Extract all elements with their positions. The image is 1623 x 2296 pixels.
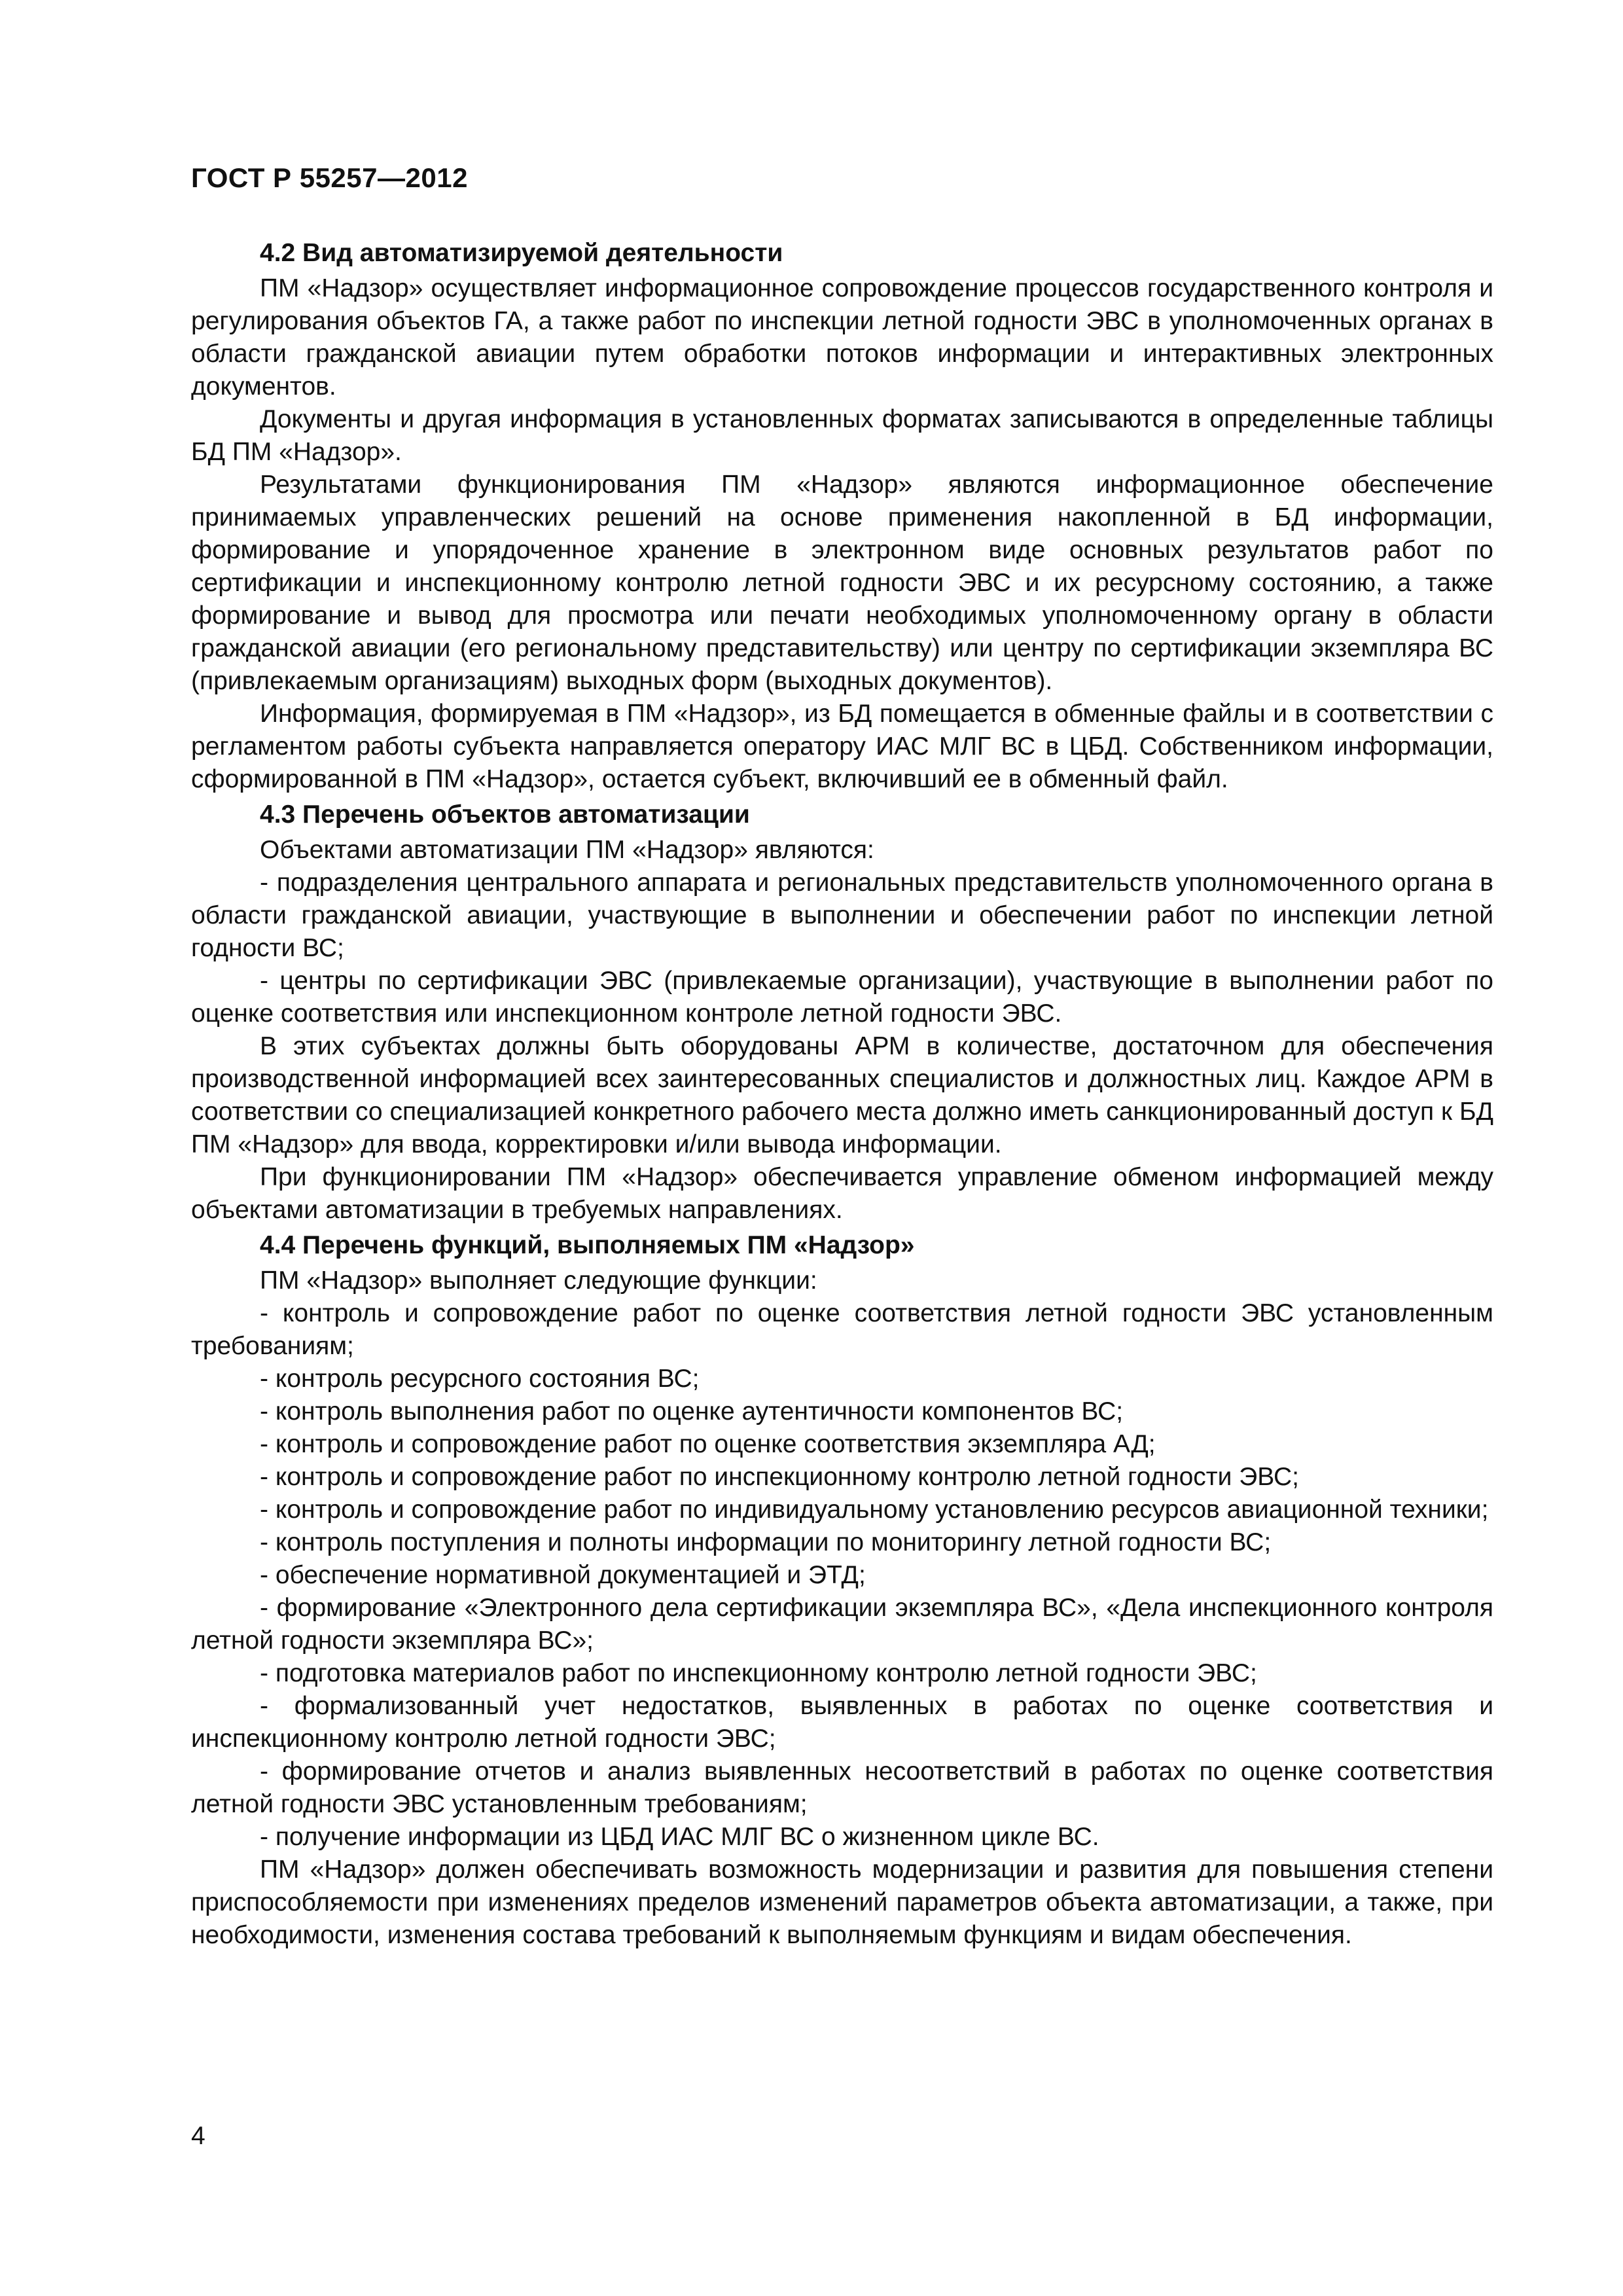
paragraph: В этих субъектах должны быть оборудованы АРМ в количестве, достаточном для обеспечения производственной информацией всех заинтересованных специалистов и должностных лиц. Каждое АРМ в соответствии со специализацией конкретного рабочего места должно иметь санкционированный доступ к БД ПМ «Надзор» для ввода, корректировки и/или вывода информации. — [191, 1032, 1493, 1158]
list-item: - получение информации из ЦБД ИАС МЛГ ВС о жизненном цикле ВС. — [260, 1823, 1099, 1851]
paragraph: Информация, формируемая в ПМ «Надзор», из БД помещается в обменные файлы и в соответствии с регламентом работы субъекта направляется оператору ИАС МЛГ ВС в ЦБД. Собственником информации, сформированной в ПМ «Надзор», остается субъект, включивший ее в обменный файл. — [191, 700, 1493, 793]
list-item: - контроль выполнения работ по оценке аутентичности компонентов ВС; — [260, 1397, 1124, 1426]
list-item: - контроль и сопровождение работ по индивидуальному установлению ресурсов авиационной техники; — [260, 1496, 1489, 1524]
list-item: - формирование отчетов и анализ выявленных несоответствий в работах по оценке соответствия летной годности ЭВС установленным требованиям; — [191, 1757, 1493, 1818]
section-4-2-title: 4.2 Вид автоматизируемой деятельности — [260, 239, 783, 267]
paragraph: Результатами функционирования ПМ «Надзор» являются информационное обеспечение принимаемых управленческих решений на основе применения накопленной в БД информации, формирование и упорядоченное хранение в электронном виде основных результатов работ по сертификации и инспекционному контролю летной годности ЭВС и их ресурсному состоянию, а также формирование и вывод для просмотра или печати необходимых уполномоченному органу в области гражданской авиации (его региональному представительству) или центру по сертификации экземпляра ВС (привлекаемым организациям) выходных форм (выходных документов). — [191, 471, 1493, 695]
paragraph: ПМ «Надзор» осуществляет информационное сопровождение процессов государственного контроля и регулирования объектов ГА, а также работ по инспекции летной годности ЭВС в уполномоченных органах в области гражданской авиации путем обработки потоков информации и интерактивных электронных документов. — [191, 274, 1493, 401]
section-4-4-title: 4.4 Перечень функций, выполняемых ПМ «Надзор» — [260, 1231, 915, 1259]
list-item: - контроль и сопровождение работ по инспекционному контролю летной годности ЭВС; — [260, 1463, 1299, 1491]
document-code-header: ГОСТ Р 55257—2012 — [191, 162, 468, 193]
list-item: - формирование «Электронного дела сертификации экземпляра ВС», «Дела инспекционного контроля летной годности экземпляра ВС»; — [191, 1594, 1493, 1655]
list-item: - обеспечение нормативной документацией и ЭТД; — [260, 1561, 866, 1589]
paragraph: ПМ «Надзор» выполняет следующие функции: — [260, 1266, 817, 1295]
paragraph: ПМ «Надзор» должен обеспечивать возможность модернизации и развития для повышения степени приспособляемости при изменениях пределов изменений параметров объекта автоматизации, а также, при необходимости, изменения состава требований к выполняемым функциям и видам обеспечения. — [191, 1856, 1493, 1949]
document-body — [191, 234, 1493, 1952]
list-item: - формализованный учет недостатков, выявленных в работах по оценке соответствия и инспекционному контролю летной годности ЭВС; — [191, 1692, 1493, 1753]
section-4-3-title: 4.3 Перечень объектов автоматизации — [260, 800, 750, 829]
list-item: - контроль поступления и полноты информации по мониторингу летной годности ВС; — [260, 1528, 1272, 1556]
page-number: 4 — [191, 2122, 205, 2150]
paragraph: Документы и другая информация в установленных форматах записываются в определенные таблицы БД ПМ «Надзор». — [191, 405, 1493, 466]
list-item: - центры по сертификации ЭВС (привлекаемые организации), участвующие в выполнении работ по оценке соответствия или инспекционном контроле летной годности ЭВС. — [191, 967, 1493, 1028]
list-item: - контроль ресурсного состояния ВС; — [260, 1365, 700, 1393]
list-item: - контроль и сопровождение работ по оценке соответствия летной годности ЭВС установленным требованиям; — [191, 1299, 1493, 1360]
list-item: - контроль и сопровождение работ по оценке соответствия экземпляра АД; — [260, 1430, 1156, 1458]
paragraph: Объектами автоматизации ПМ «Надзор» являются: — [260, 836, 874, 864]
paragraph: При функционировании ПМ «Надзор» обеспечивается управление обменом информацией между объектами автоматизации в требуемых направлениях. — [191, 1163, 1493, 1224]
list-item: - подразделения центрального аппарата и региональных представительств уполномоченного органа в области гражданской авиации, участвующие в выполнении и обеспечении работ по инспекции летной годности ВС; — [191, 869, 1493, 962]
list-item: - подготовка материалов работ по инспекционному контролю летной годности ЭВС; — [260, 1659, 1257, 1687]
